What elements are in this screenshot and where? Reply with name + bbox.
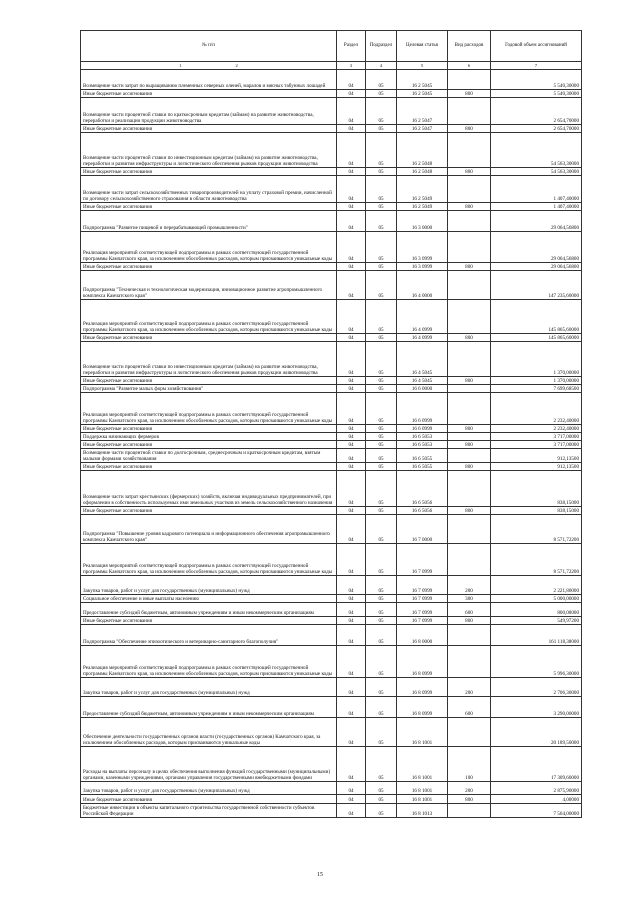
col-header-podrazdel: Подраздел [366, 31, 397, 62]
table-row [81, 595, 582, 603]
table-row [81, 576, 582, 595]
table-row [81, 125, 582, 133]
row-razdel: 04 [337, 795, 366, 804]
table-row [81, 300, 582, 334]
row-name: Иные бюджетные ассигнования [81, 334, 337, 342]
row-amount: 29 064,56800 [491, 211, 582, 232]
row-podrazdel: 05 [366, 625, 397, 646]
row-expense-type: 800 [448, 263, 491, 271]
row-podrazdel: 05 [366, 232, 397, 263]
row-expense-type: 800 [448, 463, 491, 471]
row-amount: 2 232,40000 [491, 393, 582, 425]
row-name: Возмещение части процентной ставки по краткосрочным кредитам (займам) на развитие животноводства, переработки и реализации продукции животноводства [81, 98, 337, 125]
row-expense-type [448, 433, 491, 441]
row-razdel: 04 [337, 441, 366, 449]
row-target-article: 16 3 0000 [397, 211, 448, 232]
row-expense-type: 200 [448, 576, 491, 595]
table-row [81, 617, 582, 625]
row-razdel: 04 [337, 625, 366, 646]
row-name: Иные бюджетные ассигнования [81, 441, 337, 449]
row-amount: 4,00000 [491, 795, 582, 804]
row-podrazdel: 05 [366, 697, 397, 718]
row-expense-type: 800 [448, 617, 491, 625]
row-amount: 7 564,00000 [491, 804, 582, 818]
row-razdel: 04 [337, 211, 366, 232]
row-expense-type [448, 176, 491, 203]
row-expense-type [448, 342, 491, 377]
table-row [81, 507, 582, 515]
row-podrazdel: 05 [366, 804, 397, 818]
row-podrazdel: 05 [366, 271, 397, 300]
table-row [81, 463, 582, 471]
row-target-article: 16 2 5047 [397, 98, 448, 125]
row-name: Подпрограмма "Развитие малых форм хозяйствования" [81, 385, 337, 393]
row-razdel: 04 [337, 782, 366, 795]
row-name: Закупка товаров, работ и услуг для государственных (муниципальных) нужд [81, 782, 337, 795]
col-num-2: 2 [235, 62, 238, 68]
row-podrazdel: 05 [366, 463, 397, 471]
row-amount: 2 221,80000 [491, 576, 582, 595]
row-podrazdel: 05 [366, 646, 397, 678]
row-target-article: 16 8 1001 [397, 718, 448, 747]
table-row [81, 433, 582, 441]
table-row [81, 718, 582, 747]
row-podrazdel: 05 [366, 385, 397, 393]
row-expense-type: 800 [448, 334, 491, 342]
row-amount: 2 654,70000 [491, 125, 582, 133]
row-razdel: 04 [337, 271, 366, 300]
row-razdel: 04 [337, 507, 366, 515]
table-row [81, 211, 582, 232]
row-target-article: 16 2 5047 [397, 125, 448, 133]
col-num [81, 62, 337, 70]
row-podrazdel: 05 [366, 576, 397, 595]
row-expense-type: 800 [448, 125, 491, 133]
row-name: Подпрограмма "Повышение уровня кадрового потенциала и информационного обеспечения агропромышленного комплекса Камчатского края" [81, 515, 337, 544]
row-name: Иные бюджетные ассигнования [81, 507, 337, 515]
row-target-article: 16 8 1001 [397, 782, 448, 795]
row-podrazdel: 05 [366, 471, 397, 507]
col-header-expense-type: Вид расходов [448, 31, 491, 62]
row-amount: 20 189,50000 [491, 718, 582, 747]
row-target-article: 16 4 0000 [397, 271, 448, 300]
row-target-article: 16 7 0999 [397, 617, 448, 625]
row-podrazdel: 05 [366, 718, 397, 747]
row-razdel: 04 [337, 603, 366, 617]
row-razdel: 04 [337, 697, 366, 718]
row-expense-type [448, 804, 491, 818]
row-podrazdel: 05 [366, 449, 397, 463]
row-razdel: 04 [337, 232, 366, 263]
row-expense-type [448, 625, 491, 646]
row-podrazdel: 05 [366, 617, 397, 625]
row-target-article: 16 8 0999 [397, 678, 448, 697]
row-razdel: 04 [337, 595, 366, 603]
row-name: Возмещение части затрат по выращиванию племенных северных оленей, маралов и мясных табунных лошадей [81, 70, 337, 90]
row-podrazdel: 05 [366, 678, 397, 697]
row-target-article: 16 6 5055 [397, 463, 448, 471]
row-amount: 549,97200 [491, 617, 582, 625]
row-target-article: 16 6 5056 [397, 507, 448, 515]
row-amount: 2 706,30000 [491, 678, 582, 697]
row-amount: 838,15000 [491, 507, 582, 515]
row-amount: 1 370,00000 [491, 377, 582, 385]
row-razdel: 04 [337, 646, 366, 678]
row-amount: 145 865,60000 [491, 334, 582, 342]
row-target-article: 16 6 5053 [397, 441, 448, 449]
table-row [81, 203, 582, 211]
row-name: Подпрограмма "Развитие пищевой и перерабатывающей промышленности" [81, 211, 337, 232]
col-num-5: 5 [397, 62, 448, 70]
table-row [81, 782, 582, 795]
row-razdel: 04 [337, 133, 366, 168]
row-name: Бюджетные инвестиции в объекты капитального строительства государственной собственности субъектов Российской Федерации [81, 804, 337, 818]
col-num-1: 1 [179, 62, 182, 68]
row-amount: 3 717,00000 [491, 433, 582, 441]
row-name: Реализация мероприятий соответствующей подпрограммы в рамках соответствующей государственной программы Камчатского края, за исключением обособленных расходов, которым присваиваются уникальные коды [81, 232, 337, 263]
row-target-article: 16 3 0999 [397, 232, 448, 263]
row-expense-type [448, 471, 491, 507]
table-row [81, 544, 582, 576]
table-row [81, 795, 582, 804]
table-row [81, 271, 582, 300]
row-razdel: 04 [337, 433, 366, 441]
row-name: Предоставление субсидий бюджетным, автономным учреждениям и иным некоммерческим организациям [81, 697, 337, 718]
row-razdel: 04 [337, 125, 366, 133]
row-name: Обеспечение деятельности государственных органов власти (государственных органов) Камчатского края, за исключением обособленных расходов, которым присваиваются уникальные коды [81, 718, 337, 747]
row-podrazdel: 05 [366, 377, 397, 385]
row-expense-type: 800 [448, 203, 491, 211]
row-expense-type [448, 300, 491, 334]
row-name: Возмещение части процентной ставки по инвестиционным кредитам (займам) на развитие животноводства, переработки и развития инфраструктуры и логистического обеспечения рынков продукции животноводства [81, 133, 337, 168]
row-target-article: 16 4 0999 [397, 334, 448, 342]
table-row [81, 625, 582, 646]
row-expense-type: 100 [448, 747, 491, 782]
row-razdel: 04 [337, 515, 366, 544]
row-expense-type [448, 646, 491, 678]
table-body [81, 70, 582, 818]
budget-table [80, 30, 582, 818]
row-target-article: 16 6 0999 [397, 393, 448, 425]
row-target-article: 16 6 5055 [397, 449, 448, 463]
row-name: Возмещение части затрат сельскохозяйственных товаропроизводителей на уплату страховой премии, начисленной по договору сельскохозяйственного страхования в области животноводства [81, 176, 337, 203]
row-name: Возмещение части затрат крестьянских (фермерских) хозяйств, включая индивидуальных предпринимателей, при оформлении в собственность используемых ими земельных участков из земель сельскохозяйственного назначения [81, 471, 337, 507]
row-razdel: 04 [337, 385, 366, 393]
row-expense-type [448, 232, 491, 263]
row-expense-type [448, 515, 491, 544]
row-razdel: 04 [337, 804, 366, 818]
row-name: Закупка товаров, работ и услуг для государственных (муниципальных) нужд [81, 576, 337, 595]
row-podrazdel: 05 [366, 334, 397, 342]
row-target-article: 16 8 1013 [397, 804, 448, 818]
row-name: Иные бюджетные ассигнования [81, 263, 337, 271]
row-target-article: 16 6 0000 [397, 385, 448, 393]
row-target-article: 16 7 0999 [397, 603, 448, 617]
row-name: Иные бюджетные ассигнования [81, 617, 337, 625]
row-name: Иные бюджетные ассигнования [81, 168, 337, 176]
row-amount: 2 232,40000 [491, 425, 582, 433]
row-razdel: 04 [337, 678, 366, 697]
row-amount: 838,15000 [491, 471, 582, 507]
row-name: Иные бюджетные ассигнования [81, 125, 337, 133]
row-razdel: 04 [337, 377, 366, 385]
row-name: Предоставление субсидий бюджетным, автономным учреждениям и иным некоммерческим организациям [81, 603, 337, 617]
row-podrazdel: 05 [366, 98, 397, 125]
row-target-article: 16 4 0999 [397, 300, 448, 334]
row-target-article: 16 6 5053 [397, 433, 448, 441]
row-razdel: 04 [337, 168, 366, 176]
row-name: Социальное обеспечение и иные выплаты населению [81, 595, 337, 603]
row-amount: 145 865,60000 [491, 300, 582, 334]
row-razdel: 04 [337, 617, 366, 625]
table-row [81, 747, 582, 782]
row-target-article: 16 4 5045 [397, 377, 448, 385]
row-expense-type: 800 [448, 441, 491, 449]
row-podrazdel: 05 [366, 782, 397, 795]
table-row [81, 515, 582, 544]
column-number-row [81, 62, 582, 70]
row-podrazdel: 05 [366, 603, 397, 617]
row-podrazdel: 05 [366, 433, 397, 441]
row-name: Возмещение части процентной ставки по инвестиционным кредитам (займам) на развитие животноводства, переработки и развития инфраструктуры и логистического обеспечения рынков продукции животноводства [81, 342, 337, 377]
row-name: Иные бюджетные ассигнования [81, 90, 337, 98]
row-amount: 5 540,30000 [491, 90, 582, 98]
row-podrazdel: 05 [366, 441, 397, 449]
row-expense-type: 800 [448, 507, 491, 515]
table-row [81, 133, 582, 168]
row-podrazdel: 05 [366, 211, 397, 232]
row-name: Реализация мероприятий соответствующей подпрограммы в рамках соответствующей государственной программы Камчатского края, за исключением обособленных расходов, которым присваиваются уникальные коды [81, 300, 337, 334]
row-razdel: 04 [337, 203, 366, 211]
table-row [81, 425, 582, 433]
table-row [81, 70, 582, 90]
row-name: Расходы на выплаты персоналу в целях обеспечения выполнения функций государственными (муниципальными) органами, казенными учреждениями, органами управления государственными внебюджетными фондами [81, 747, 337, 782]
row-target-article: 16 8 0999 [397, 697, 448, 718]
row-expense-type: 800 [448, 168, 491, 176]
table-row [81, 449, 582, 463]
row-name: Иные бюджетные ассигнования [81, 795, 337, 804]
row-amount: 1 407,40000 [491, 176, 582, 203]
row-target-article: 16 3 0999 [397, 263, 448, 271]
row-amount: 147 235,60000 [491, 271, 582, 300]
row-target-article: 16 2 5049 [397, 176, 448, 203]
row-name: Подпрограмма "Обеспечение эпизоотического и ветеринарно-санитарного благополучия" [81, 625, 337, 646]
row-target-article: 16 8 0000 [397, 625, 448, 646]
row-razdel: 04 [337, 90, 366, 98]
row-amount: 1 407,40000 [491, 203, 582, 211]
row-expense-type: 600 [448, 603, 491, 617]
row-podrazdel: 05 [366, 133, 397, 168]
row-podrazdel: 05 [366, 203, 397, 211]
row-razdel: 04 [337, 98, 366, 125]
row-name: Иные бюджетные ассигнования [81, 203, 337, 211]
col-header-name: № п/п [81, 31, 337, 62]
row-razdel: 04 [337, 718, 366, 747]
row-podrazdel: 05 [366, 747, 397, 782]
row-expense-type [448, 544, 491, 576]
row-podrazdel: 05 [366, 263, 397, 271]
row-razdel: 04 [337, 576, 366, 595]
row-podrazdel: 05 [366, 544, 397, 576]
row-target-article: 16 2 5045 [397, 90, 448, 98]
row-podrazdel: 05 [366, 595, 397, 603]
row-razdel: 04 [337, 544, 366, 576]
row-target-article: 16 4 5045 [397, 342, 448, 377]
row-expense-type: 800 [448, 377, 491, 385]
row-amount: 800,00000 [491, 603, 582, 617]
row-razdel: 04 [337, 334, 366, 342]
row-expense-type: 300 [448, 595, 491, 603]
row-name: Поддержка начинающих фермеров [81, 433, 337, 441]
row-name: Подпрограмма "Техническая и технологическая модернизация, инновационное развитие агропромышленного комплекса Камчатского края" [81, 271, 337, 300]
col-header-target-article: Целевая статья [397, 31, 448, 62]
row-expense-type [448, 133, 491, 168]
row-razdel: 04 [337, 263, 366, 271]
row-razdel: 04 [337, 342, 366, 377]
row-expense-type [448, 271, 491, 300]
row-name: Иные бюджетные ассигнования [81, 425, 337, 433]
row-target-article: 16 6 5056 [397, 471, 448, 507]
row-amount: 7 699,68500 [491, 385, 582, 393]
row-amount: 5 540,30000 [491, 70, 582, 90]
row-amount: 8 571,72200 [491, 544, 582, 576]
row-target-article: 16 2 5048 [397, 168, 448, 176]
page-number: 15 [317, 872, 323, 878]
table-row [81, 697, 582, 718]
row-amount: 54 563,30000 [491, 133, 582, 168]
table-row [81, 441, 582, 449]
row-name: Возмещение части процентной ставки по долгосрочным, среднесрочным и краткосрочным кредитам, взятым малыми формами хозяйствования [81, 449, 337, 463]
col-num-4: 4 [366, 62, 397, 70]
row-amount: 2 654,70000 [491, 98, 582, 125]
row-expense-type: 800 [448, 795, 491, 804]
table-row [81, 603, 582, 617]
row-name: Реализация мероприятий соответствующей подпрограммы в рамках соответствующей государственной программы Камчатского края, за исключением обособленных расходов, которым присваиваются уникальные коды [81, 393, 337, 425]
row-podrazdel: 05 [366, 515, 397, 544]
row-podrazdel: 05 [366, 425, 397, 433]
table-row [81, 176, 582, 203]
row-amount: 3 717,00000 [491, 441, 582, 449]
table-row [81, 385, 582, 393]
row-amount: 3 290,00000 [491, 697, 582, 718]
row-podrazdel: 05 [366, 393, 397, 425]
col-header-annual-volume: Годовой объем ассигнований [491, 31, 582, 62]
row-target-article: 16 2 5045 [397, 70, 448, 90]
row-expense-type [448, 211, 491, 232]
row-razdel: 04 [337, 471, 366, 507]
row-target-article: 16 8 1001 [397, 747, 448, 782]
row-name: Закупка товаров, работ и услуг для государственных (муниципальных) нужд [81, 678, 337, 697]
row-target-article: 16 7 0999 [397, 544, 448, 576]
row-amount: 54 563,30000 [491, 168, 582, 176]
row-amount: 161 118,38000 [491, 625, 582, 646]
row-expense-type: 600 [448, 697, 491, 718]
col-num-6: 6 [448, 62, 491, 70]
row-name: Реализация мероприятий соответствующей подпрограммы в рамках соответствующей государственной программы Камчатского края, за исключением обособленных расходов, которым присваиваются уникальные коды [81, 646, 337, 678]
row-name: Реализация мероприятий соответствующей подпрограммы в рамках соответствующей государственной программы Камчатского края, за исключением обособленных расходов, которым присваиваются уникальные коды [81, 544, 337, 576]
row-razdel: 04 [337, 70, 366, 90]
table-row [81, 90, 582, 98]
row-podrazdel: 05 [366, 90, 397, 98]
row-expense-type: 200 [448, 678, 491, 697]
col-num-3: 3 [337, 62, 366, 70]
table-row [81, 168, 582, 176]
table-row [81, 342, 582, 377]
row-podrazdel: 05 [366, 70, 397, 90]
row-razdel: 04 [337, 300, 366, 334]
row-razdel: 04 [337, 449, 366, 463]
row-expense-type: 800 [448, 425, 491, 433]
row-amount: 912,13500 [491, 449, 582, 463]
table-row [81, 232, 582, 263]
row-target-article: 16 7 0999 [397, 595, 448, 603]
row-expense-type [448, 385, 491, 393]
row-amount: 29 064,56800 [491, 232, 582, 263]
row-amount: 8 571,72200 [491, 515, 582, 544]
row-podrazdel: 05 [366, 300, 397, 334]
row-razdel: 04 [337, 425, 366, 433]
row-amount: 1 370,00000 [491, 342, 582, 377]
col-num-7: 7 [491, 62, 582, 70]
row-razdel: 04 [337, 747, 366, 782]
row-amount: 17 309,60000 [491, 747, 582, 782]
table-row [81, 471, 582, 507]
table-row [81, 263, 582, 271]
row-amount: 5 996,30000 [491, 646, 582, 678]
row-expense-type: 200 [448, 782, 491, 795]
table-row [81, 377, 582, 385]
row-expense-type [448, 718, 491, 747]
row-target-article: 16 8 0999 [397, 646, 448, 678]
row-target-article: 16 6 0999 [397, 425, 448, 433]
row-amount: 912,13500 [491, 463, 582, 471]
row-expense-type: 800 [448, 90, 491, 98]
row-expense-type [448, 449, 491, 463]
row-podrazdel: 05 [366, 795, 397, 804]
row-target-article: 16 8 1001 [397, 795, 448, 804]
row-razdel: 04 [337, 176, 366, 203]
row-razdel: 04 [337, 463, 366, 471]
row-expense-type [448, 393, 491, 425]
row-target-article: 16 7 0999 [397, 576, 448, 595]
row-name: Иные бюджетные ассигнования [81, 463, 337, 471]
row-podrazdel: 05 [366, 168, 397, 176]
table-row [81, 646, 582, 678]
row-expense-type [448, 70, 491, 90]
row-podrazdel: 05 [366, 507, 397, 515]
row-expense-type [448, 98, 491, 125]
row-amount: 29 064,56800 [491, 263, 582, 271]
row-target-article: 16 7 0000 [397, 515, 448, 544]
table-row [81, 804, 582, 818]
row-target-article: 16 2 5048 [397, 133, 448, 168]
row-razdel: 04 [337, 393, 366, 425]
row-podrazdel: 05 [366, 125, 397, 133]
table-row [81, 334, 582, 342]
row-name: Иные бюджетные ассигнования [81, 377, 337, 385]
table-row [81, 393, 582, 425]
row-amount: 2 875,90000 [491, 782, 582, 795]
row-amount: 5 000,00000 [491, 595, 582, 603]
table-row [81, 98, 582, 125]
row-podrazdel: 05 [366, 176, 397, 203]
col-header-razdel: Раздел [337, 31, 366, 62]
row-target-article: 16 2 5049 [397, 203, 448, 211]
table-header-row [81, 31, 582, 62]
table-row [81, 678, 582, 697]
row-podrazdel: 05 [366, 342, 397, 377]
